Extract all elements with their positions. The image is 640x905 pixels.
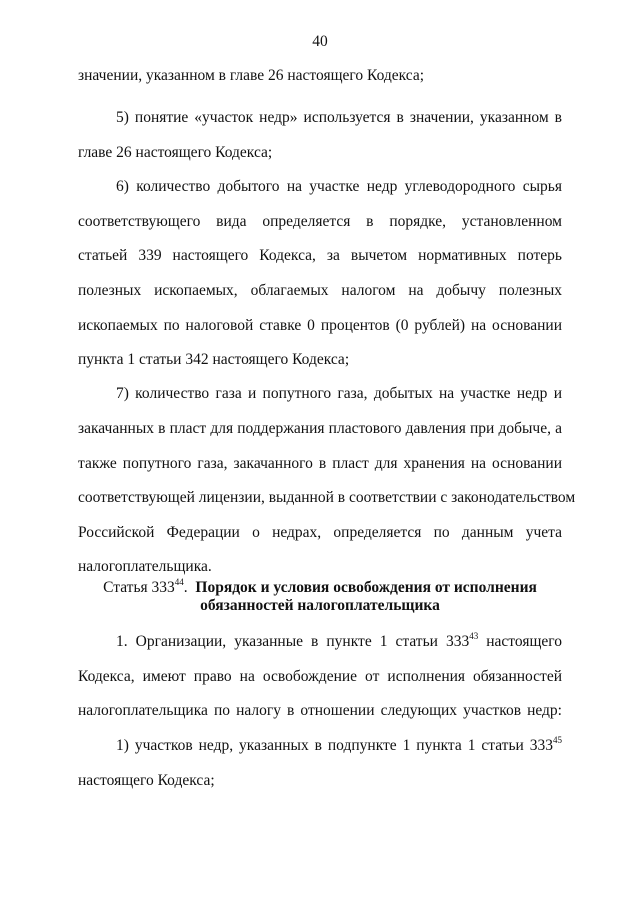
page-number: 40	[312, 33, 328, 50]
text-line: 7) количество газа и попутного газа, добытых на участке недр и	[116, 385, 562, 402]
text-line: 5) понятие «участок недр» используется в значении, указанном в	[116, 109, 562, 126]
article-heading: Статья $333^{44}$. Порядок и условия освобождения от исполнения обязанностей налогоплательщика	[103, 577, 537, 614]
para2-line1-start: 1) участков недр, указанных в подпункте 1 пункта 1 статьи 333	[116, 737, 553, 754]
article-title-line2: обязанностей налогоплательщика	[200, 597, 440, 614]
text-line: значении, указанном в главе 26 настоящего Кодекса;	[78, 67, 425, 84]
article-number: Статья 333	[103, 579, 175, 596]
text-line: 6) количество добытого на участке недр углеводородного сырья	[116, 178, 562, 195]
text-line	[116, 633, 562, 651]
para2-superscript: 45	[553, 735, 562, 745]
text-line: соответствующей лицензии, выданной в соответствии с законодательством	[78, 489, 576, 506]
para1-superscript: 43	[469, 631, 479, 641]
text-line: Российской Федерации о недрах, определяется по данным учета	[78, 524, 562, 541]
text-line: также попутного газа, закачанного в пласт для хранения на основании	[78, 455, 562, 472]
text-line: полезных ископаемых, облагаемых налогом на добычу полезных	[78, 282, 562, 299]
text-line: настоящего Кодекса;	[78, 772, 215, 789]
text-line: соответствующего вида определяется в порядке, установленном	[78, 213, 562, 230]
text-line: налогоплательщика по налогу в отношении следующих участков недр:	[78, 702, 562, 719]
para1-line1-end: настоящего	[478, 633, 562, 650]
article-number-superscript: 44	[174, 577, 184, 587]
text-line: главе 26 настоящего Кодекса;	[78, 144, 273, 161]
article-title-line1: Порядок и условия освобождения от исполнения	[195, 579, 537, 596]
text-line: ископаемых по налоговой ставке 0 процентов (0 рублей) на основании	[78, 317, 562, 334]
text-line: закачанных в пласт для поддержания пластового давления при добыче, а	[78, 420, 562, 437]
text-line	[116, 737, 562, 755]
text-line: пункта 1 статьи 342 настоящего Кодекса;	[78, 351, 350, 368]
text-line: Кодекса, имеют право на освобождение от исполнения обязанностей	[78, 668, 562, 685]
para1-line1-start: 1. Организации, указанные в пункте 1 статьи 333	[116, 633, 470, 650]
text-line: статьей 339 настоящего Кодекса, за вычетом нормативных потерь	[78, 247, 562, 264]
text-line: налогоплательщика.	[78, 558, 212, 575]
